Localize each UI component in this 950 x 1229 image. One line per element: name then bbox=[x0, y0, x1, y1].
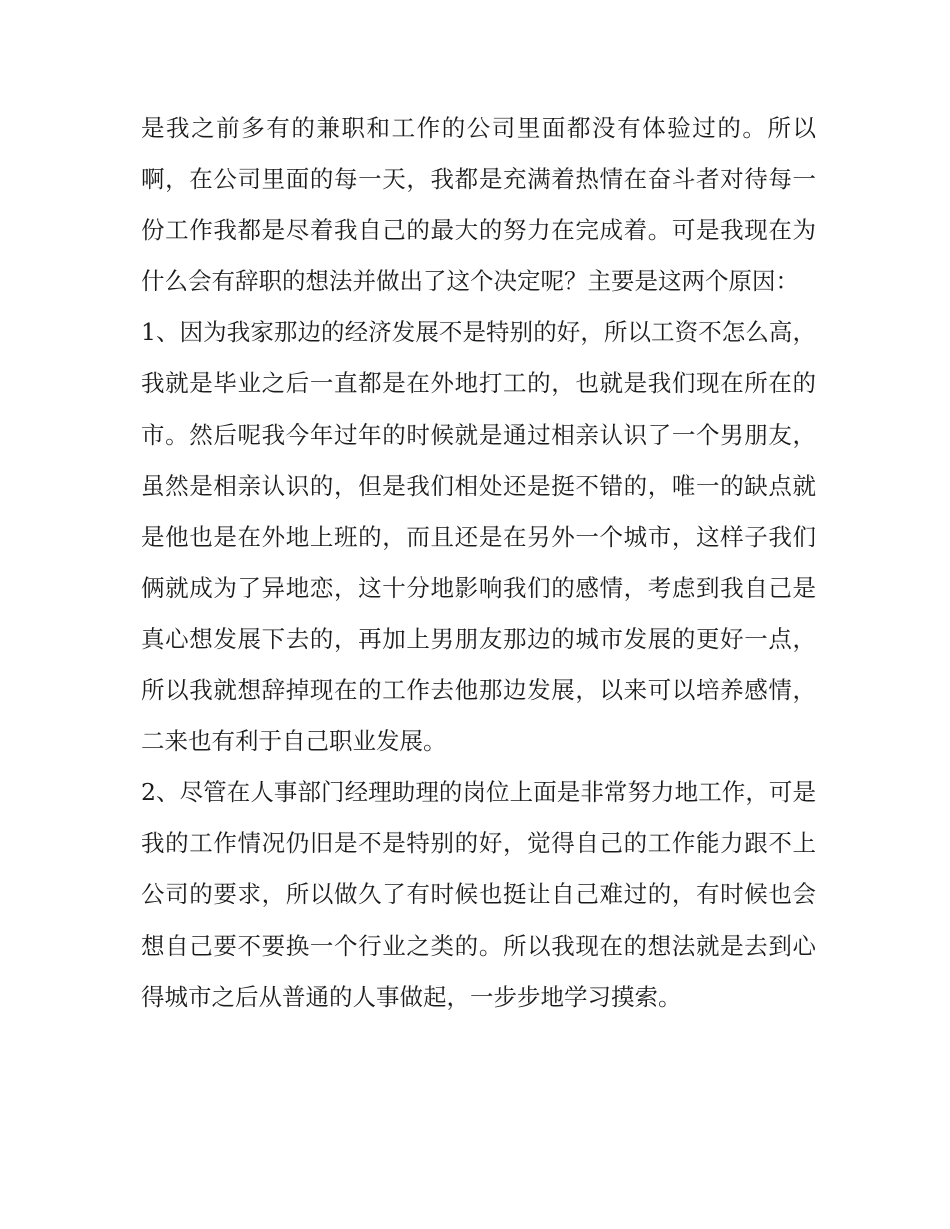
paragraph-intro: 是我之前多有的兼职和工作的公司里面都没有体验过的。所以啊，在公司里面的每一天，我都是充满着热情在奋斗者对待每一份工作我都是尽着我自己的最大的努力在完成着。可是我现在为什么会有辞职的想法并做出了这个决定呢？主要是这两个原因： bbox=[141, 114, 816, 296]
paragraph-reason-2: 2、尽管在人事部门经理助理的岗位上面是非常努力地工作，可是我的工作情况仍旧是不是特别的好，觉得自己的工作能力跟不上公司的要求，所以做久了有时候也挺让自己难过的，有时候也会想自己要不要换一个行业之类的。所以我现在的想法就是去到心得城市之后从普通的人事做起，一步步地学习摸索。 bbox=[141, 778, 816, 1011]
document-body bbox=[141, 103, 816, 1023]
paragraph-reason-1: 1、因为我家那边的经济发展不是特别的好，所以工资不怎么高，我就是毕业之后一直都是在外地打工的，也就是我们现在所在的市。然后呢我今年过年的时候就是通过相亲认识了一个男朋友，虽然是相亲认识的，但是我们相处还是挺不错的，唯一的缺点就是他也是在外地上班的，而且还是在另外一个城市，这样子我们俩就成为了异地恋，这十分地影响我们的感情，考虑到我自己是真心想发展下去的，再加上男朋友那边的城市发展的更好一点，所以我就想辞掉现在的工作去他那边发展，以来可以培养感情，二来也有利于自己职业发展。 bbox=[141, 318, 816, 756]
